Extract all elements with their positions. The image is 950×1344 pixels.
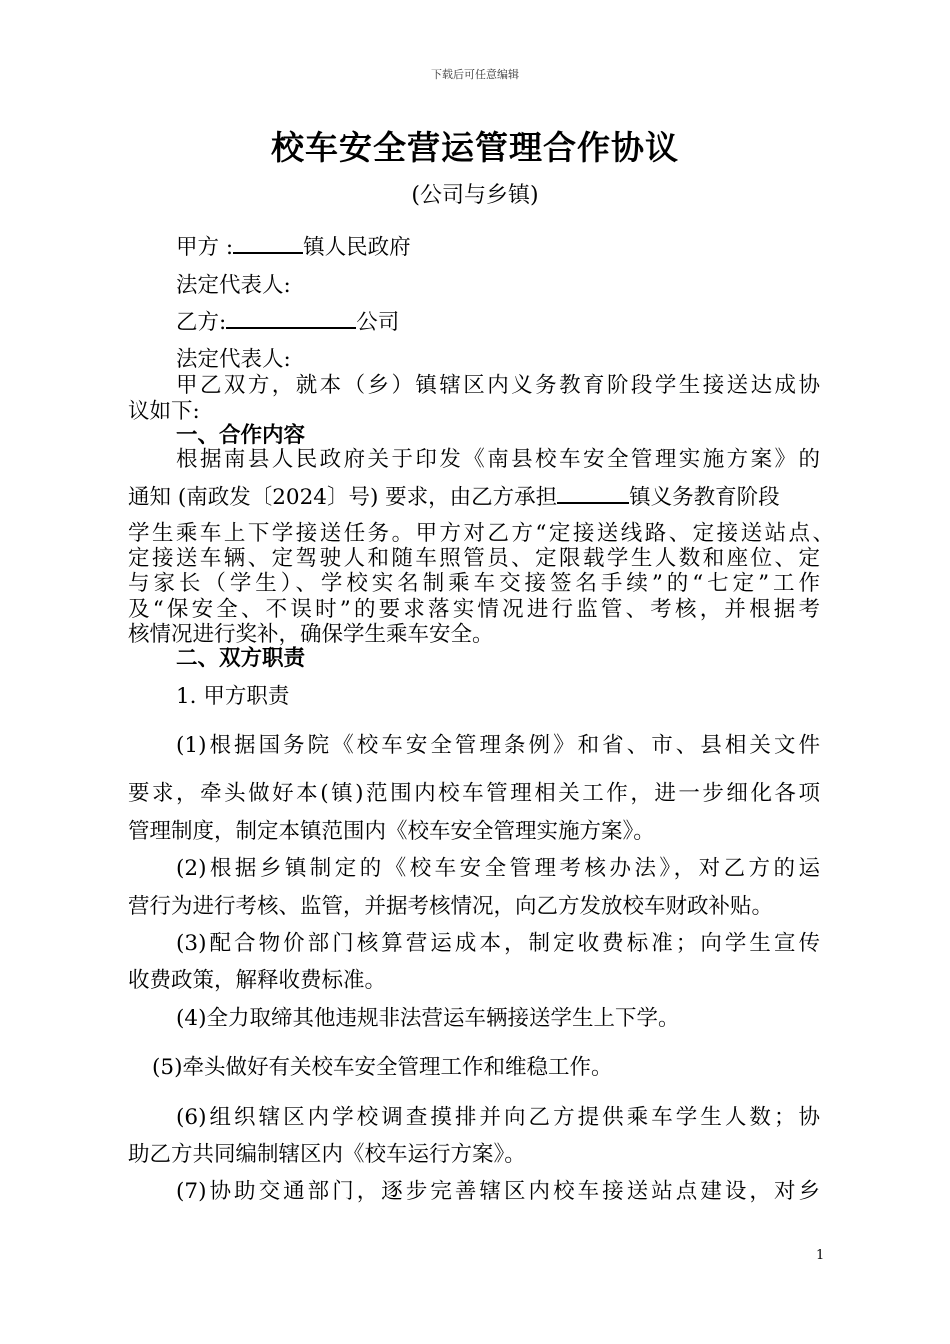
duty-5-line-1: (5)牵头做好有关校车安全管理工作和维稳工作。 [152,1055,613,1080]
section-1-line-2 [128,480,780,511]
duty-3-line-1: (3)配合物价部门核算营运成本，制定收费标准；向学生宣传 [176,931,820,956]
section-1-line-5: 与家长（学生）、学校实名制乘车交接签名手续”的“七定”工作 [128,571,820,596]
section-1-line-6: 及“保安全、不误时”的要求落实情况进行监管、考核，并根据考 [128,597,820,622]
document-subtitle: (公司与乡镇) [411,183,539,208]
duty-1-line-1: (1)根据国务院《校车安全管理条例》和省、市、县相关文件 [176,733,820,758]
section-1-line-2-tail: 镇义务教育阶段 [629,485,780,510]
section-1-line-1: 根据南县人民政府关于印发《南县校车安全管理实施方案》的 [176,447,820,472]
party-b-label: 乙方: [176,310,227,335]
party-a-line [176,230,411,261]
duty-1-line-2: 要求，牵头做好本(镇)范围内校车管理相关工作，进一步细化各项 [128,781,820,806]
intro-line-1: 甲乙双方，就本（乡）镇辖区内义务教育阶段学生接送达成协 [176,373,820,398]
section-1-line-7: 核情况进行奖补，确保学生乘车安全。 [128,622,494,647]
intro-line-2: 议如下: [128,399,200,424]
duty-1-line-3: 管理制度，制定本镇范围内《校车安全管理实施方案》。 [128,819,655,844]
party-a-label: 甲方 : [176,235,234,260]
duty-3-line-2: 收费政策，解释收费标准。 [128,968,387,993]
section-2-heading: 二、双方职责 [176,646,306,671]
party-b-blank [226,307,356,329]
section-1-heading: 一、合作内容 [176,423,306,448]
section-1-line-2-text: 通知 (南政发〔2024〕号) 要求，由乙方承担 [128,485,558,510]
duty-7-line-1: (7)协助交通部门，逐步完善辖区内校车接送站点建设，对乡 [176,1179,820,1204]
document-title: 校车安全营运管理合作协议 [271,128,679,167]
duty-6-line-2: 助乙方共同编制辖区内《校车运行方案》。 [128,1142,526,1167]
page-number: 1 [816,1248,825,1263]
subsection-1-heading: 1. 甲方职责 [176,684,290,709]
duty-2-line-2: 营行为进行考核、监管，并据考核情况，向乙方发放校车财政补贴。 [128,894,774,919]
town-blank [557,482,629,504]
header-note: 下载后可任意编辑 [431,68,519,81]
party-a-rep: 法定代表人: [176,273,291,298]
party-b-rep: 法定代表人: [176,347,291,372]
party-b-name: 公司 [356,310,400,335]
duty-4-line-1: (4)全力取缔其他违规非法营运车辆接送学生上下学。 [176,1006,680,1031]
section-1-line-4: 定接送车辆、定驾驶人和随车照管员、定限载学生人数和座位、定 [128,546,820,571]
party-a-name: 镇人民政府 [303,235,411,260]
duty-2-line-1: (2)根据乡镇制定的《校车安全管理考核办法》，对乙方的运 [176,856,820,881]
party-b-line [176,305,399,336]
party-a-blank [233,232,303,254]
duty-6-line-1: (6)组织辖区内学校调查摸排并向乙方提供乘车学生人数；协 [176,1105,820,1130]
section-1-line-3: 学生乘车上下学接送任务。甲方对乙方“定接送线路、定接送站点、 [128,521,834,546]
